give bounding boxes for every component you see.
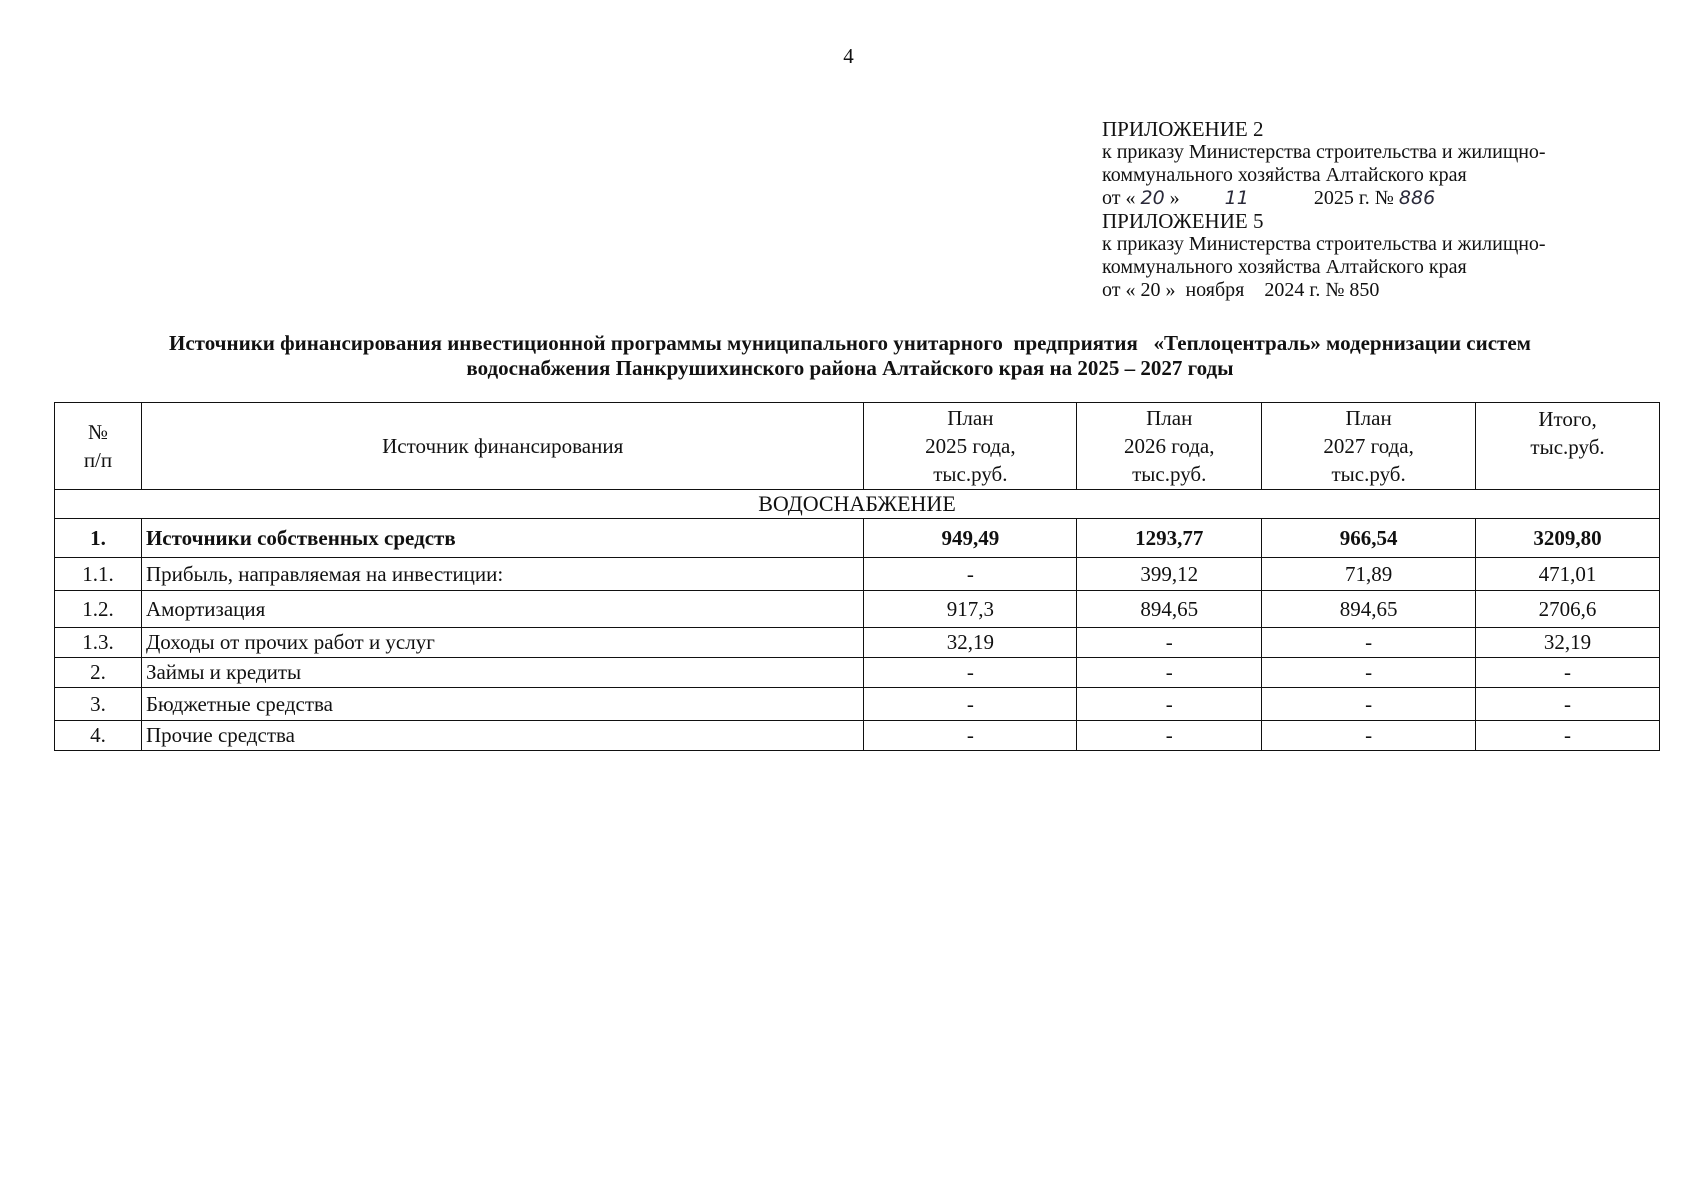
date-year: 2025 г. № xyxy=(1313,187,1394,209)
row-num: 1.2. xyxy=(55,591,142,628)
row-plan-2025: 32,19 xyxy=(864,628,1077,658)
row-source: Доходы от прочих работ и услуг xyxy=(141,628,863,658)
row-total: - xyxy=(1476,658,1660,688)
row-total: 2706,6 xyxy=(1476,591,1660,628)
row-source: Источники собственных средств xyxy=(141,519,863,558)
appendix-previous-line1: к приказу Министерства строительства и жилищно- xyxy=(1102,233,1546,255)
handwritten-month: 11 xyxy=(1224,187,1249,209)
funding-sources-table xyxy=(54,402,1660,751)
row-source: Амортизация xyxy=(141,591,863,628)
header-total: Итого, тыс.руб. xyxy=(1476,403,1660,490)
row-plan-2025: - xyxy=(864,558,1077,591)
appendix-current-title: ПРИЛОЖЕНИЕ 2 xyxy=(1102,117,1264,141)
table-row xyxy=(55,628,1660,658)
row-num: 1. xyxy=(55,519,142,558)
appendix-current-line2: коммунального хозяйства Алтайского края xyxy=(1102,164,1467,186)
handwritten-number: 886 xyxy=(1398,187,1436,209)
row-plan-2027: 966,54 xyxy=(1262,519,1476,558)
appendix-block xyxy=(1102,118,1662,302)
table-row xyxy=(55,721,1660,751)
row-num: 1.3. xyxy=(55,628,142,658)
document-title-line2: водоснабжения Панкрушихинского района Алтайского края на 2025 – 2027 годы xyxy=(466,356,1234,380)
row-plan-2027: 894,65 xyxy=(1262,591,1476,628)
row-num: 1.1. xyxy=(55,558,142,591)
table-row xyxy=(55,591,1660,628)
row-plan-2025: - xyxy=(864,658,1077,688)
row-source: Бюджетные средства xyxy=(141,688,863,721)
appendix-previous-line2: коммунального хозяйства Алтайского края xyxy=(1102,256,1467,278)
row-plan-2026: - xyxy=(1077,721,1262,751)
table-row xyxy=(55,658,1660,688)
appendix-previous-title: ПРИЛОЖЕНИЕ 5 xyxy=(1102,209,1264,233)
row-plan-2026: 399,12 xyxy=(1077,558,1262,591)
table-row xyxy=(55,519,1660,558)
row-num: 4. xyxy=(55,721,142,751)
section-title: ВОДОСНАБЖЕНИЕ xyxy=(55,490,1660,519)
row-source: Прочие средства xyxy=(141,721,863,751)
row-total: 3209,80 xyxy=(1476,519,1660,558)
row-source: Прибыль, направляемая на инвестиции: xyxy=(141,558,863,591)
row-plan-2027: - xyxy=(1262,658,1476,688)
row-plan-2025: - xyxy=(864,688,1077,721)
table-header-row xyxy=(55,403,1660,490)
appendix-current-date xyxy=(1102,187,1662,210)
header-plan-2025: План 2025 года, тыс.руб. xyxy=(864,403,1077,490)
header-plan-2027: План 2027 года, тыс.руб. xyxy=(1262,403,1476,490)
row-plan-2025: 917,3 xyxy=(864,591,1077,628)
row-plan-2025: - xyxy=(864,721,1077,751)
row-plan-2026: - xyxy=(1077,658,1262,688)
row-num: 2. xyxy=(55,658,142,688)
row-total: - xyxy=(1476,688,1660,721)
row-plan-2025: 949,49 xyxy=(864,519,1077,558)
handwritten-day: 20 xyxy=(1140,187,1165,209)
row-num: 3. xyxy=(55,688,142,721)
row-source: Займы и кредиты xyxy=(141,658,863,688)
row-total: 32,19 xyxy=(1476,628,1660,658)
page-number: 4 xyxy=(843,44,854,68)
row-plan-2027: 71,89 xyxy=(1262,558,1476,591)
header-plan-2026: План 2026 года, тыс.руб. xyxy=(1077,403,1262,490)
table-row xyxy=(55,558,1660,591)
table-row xyxy=(55,688,1660,721)
row-plan-2027: - xyxy=(1262,688,1476,721)
section-row xyxy=(55,490,1660,519)
document-title-line1: Источники финансирования инвестиционной программы муниципального унитарного предприятия «Теплоцентраль» модернизации систем xyxy=(169,331,1531,355)
date-mid: » xyxy=(1169,187,1180,209)
row-plan-2026: - xyxy=(1077,628,1262,658)
row-total: - xyxy=(1476,721,1660,751)
date-prefix: от « xyxy=(1102,187,1136,209)
appendix-previous-date: от « 20 » ноября 2024 г. № 850 xyxy=(1102,279,1380,301)
document-title xyxy=(40,331,1660,381)
row-plan-2026: 1293,77 xyxy=(1077,519,1262,558)
row-plan-2026: 894,65 xyxy=(1077,591,1262,628)
row-plan-2026: - xyxy=(1077,688,1262,721)
header-num: № п/п xyxy=(55,403,142,490)
row-plan-2027: - xyxy=(1262,628,1476,658)
row-plan-2027: - xyxy=(1262,721,1476,751)
header-source: Источник финансирования xyxy=(141,403,863,490)
appendix-current-line1: к приказу Министерства строительства и жилищно- xyxy=(1102,141,1546,163)
row-total: 471,01 xyxy=(1476,558,1660,591)
